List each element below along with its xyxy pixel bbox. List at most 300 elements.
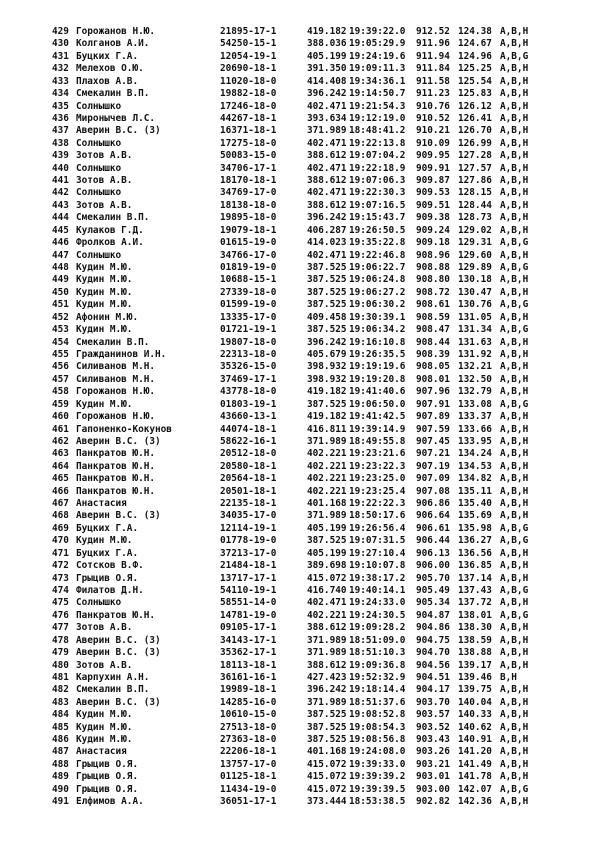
arrival-time-cell: 19:41:42.5 [349, 411, 406, 423]
speed-cell: 911.96 [416, 38, 450, 50]
row-number-cell: 433 [52, 75, 69, 87]
flags-cell: A,B,H [500, 709, 529, 721]
row-number-cell: 465 [52, 473, 69, 485]
arrival-time-cell: 19:24:08.0 [349, 746, 406, 758]
ring-number-cell: 37213-17-0 [220, 547, 277, 559]
arrival-time-cell: 19:21:54.3 [349, 100, 406, 112]
owner-name-cell: Солнышко [76, 137, 122, 149]
row-number-cell: 475 [52, 597, 69, 609]
ring-number-cell: 58551-14-0 [220, 597, 277, 609]
arrival-time-cell: 19:39:33.0 [349, 758, 406, 770]
ring-number-cell: 18113-18-1 [220, 659, 277, 671]
owner-name-cell: Елфимов А.А. [76, 796, 144, 808]
ring-number-cell: 19895-18-0 [220, 212, 277, 224]
row-number-cell: 451 [52, 299, 69, 311]
coefficient-cell: 140.62 [458, 721, 492, 733]
results-table-body [52, 26, 540, 809]
flags-cell: A,B,H [500, 547, 529, 559]
table-row [52, 734, 540, 746]
owner-name-cell: Грыцив О.Я. [76, 758, 139, 770]
speed-cell: 908.80 [416, 274, 450, 286]
ring-number-cell: 58622-16-1 [220, 435, 277, 447]
arrival-time-cell: 19:24:30.5 [349, 609, 406, 621]
speed-cell: 906.00 [416, 560, 450, 572]
table-row [52, 287, 540, 299]
row-number-cell: 477 [52, 622, 69, 634]
arrival-time-cell: 19:18:14.4 [349, 684, 406, 696]
coefficient-cell: 136.56 [458, 547, 492, 559]
flags-cell: A,B,H [500, 435, 529, 447]
speed-cell: 906.64 [416, 510, 450, 522]
coefficient-cell: 125.83 [458, 88, 492, 100]
distance-cell: 427.423 [307, 671, 347, 683]
speed-cell: 907.45 [416, 435, 450, 447]
coefficient-cell: 134.53 [458, 460, 492, 472]
coefficient-cell: 132.79 [458, 386, 492, 398]
owner-name-cell: Афонин М.Ю. [76, 311, 139, 323]
ring-number-cell: 27363-18-0 [220, 734, 277, 746]
coefficient-cell: 125.54 [458, 75, 492, 87]
table-row [52, 498, 540, 510]
arrival-time-cell: 19:39:22.0 [349, 26, 406, 37]
distance-cell: 419.182 [307, 26, 347, 37]
owner-name-cell: Солнышко [76, 187, 122, 199]
row-number-cell: 439 [52, 150, 69, 162]
flags-cell: A,B,H [500, 411, 529, 423]
table-row [52, 386, 540, 398]
speed-cell: 907.08 [416, 485, 450, 497]
speed-cell: 909.24 [416, 224, 450, 236]
ring-number-cell: 01778-19-0 [220, 535, 277, 547]
ring-number-cell: 01125-18-1 [220, 771, 277, 783]
row-number-cell: 456 [52, 361, 69, 373]
owner-name-cell: Грыцив О.Я. [76, 572, 139, 584]
ring-number-cell: 10610-15-0 [220, 709, 277, 721]
distance-cell: 405.199 [307, 50, 347, 62]
arrival-time-cell: 19:22:30.3 [349, 187, 406, 199]
flags-cell: A,B,H [500, 75, 529, 87]
row-number-cell: 445 [52, 224, 69, 236]
arrival-time-cell: 19:10:07.8 [349, 560, 406, 572]
coefficient-cell: 126.12 [458, 100, 492, 112]
flags-cell: A,B,H [500, 224, 529, 236]
arrival-time-cell: 19:24:33.0 [349, 597, 406, 609]
arrival-time-cell: 19:06:24.8 [349, 274, 406, 286]
arrival-time-cell: 19:09:28.2 [349, 622, 406, 634]
ring-number-cell: 01599-19-0 [220, 299, 277, 311]
coefficient-cell: 133.66 [458, 423, 492, 435]
speed-cell: 907.89 [416, 411, 450, 423]
ring-number-cell: 22206-18-1 [220, 746, 277, 758]
flags-cell: A,B,H [500, 473, 529, 485]
table-row [52, 647, 540, 659]
ring-number-cell: 01721-19-1 [220, 324, 277, 336]
table-row [52, 361, 540, 373]
speed-cell: 909.18 [416, 237, 450, 249]
row-number-cell: 446 [52, 237, 69, 249]
flags-cell: A,B,H [500, 212, 529, 224]
flags-cell: A,B,G [500, 299, 529, 311]
arrival-time-cell: 19:08:56.8 [349, 734, 406, 746]
distance-cell: 405.679 [307, 348, 347, 360]
table-row [52, 784, 540, 796]
table-row [52, 200, 540, 212]
coefficient-cell: 132.50 [458, 373, 492, 385]
arrival-time-cell: 19:23:25.0 [349, 473, 406, 485]
arrival-time-cell: 19:41:40.6 [349, 386, 406, 398]
speed-cell: 903.26 [416, 746, 450, 758]
arrival-time-cell: 19:06:30.2 [349, 299, 406, 311]
flags-cell: A,B,H [500, 373, 529, 385]
ring-number-cell: 34769-17-0 [220, 187, 277, 199]
coefficient-cell: 137.14 [458, 572, 492, 584]
arrival-time-cell: 18:49:55.8 [349, 435, 406, 447]
ring-number-cell: 44267-18-1 [220, 112, 277, 124]
owner-name-cell: Фролков А.И. [76, 237, 144, 249]
owner-name-cell: Силиванов М.Н. [76, 361, 156, 373]
flags-cell: A,B,H [500, 684, 529, 696]
owner-name-cell: Солнышко [76, 162, 122, 174]
ring-number-cell: 54110-19-1 [220, 584, 277, 596]
arrival-time-cell: 19:07:16.5 [349, 199, 406, 211]
owner-name-cell: Кудин М.Ю. [76, 324, 133, 336]
arrival-time-cell: 18:51:10.3 [349, 647, 406, 659]
distance-cell: 401.168 [307, 498, 347, 510]
arrival-time-cell: 19:23:21.6 [349, 448, 406, 460]
owner-name-cell: Гражданинов И.Н. [76, 348, 167, 360]
arrival-time-cell: 18:50:17.6 [349, 510, 406, 522]
flags-cell: A,B,H [500, 199, 529, 211]
coefficient-cell: 127.28 [458, 150, 492, 162]
row-number-cell: 436 [52, 112, 69, 124]
table-row [52, 88, 540, 100]
coefficient-cell: 130.76 [458, 299, 492, 311]
distance-cell: 388.612 [307, 175, 347, 187]
table-row [52, 399, 540, 411]
speed-cell: 908.39 [416, 348, 450, 360]
speed-cell: 908.44 [416, 336, 450, 348]
table-row [52, 510, 540, 522]
speed-cell: 911.94 [416, 50, 450, 62]
ring-number-cell: 34766-17-0 [220, 249, 277, 261]
flags-cell: A,B,H [500, 423, 529, 435]
coefficient-cell: 137.72 [458, 597, 492, 609]
distance-cell: 396.242 [307, 212, 347, 224]
owner-name-cell: Панкратов Ю.Н. [76, 485, 156, 497]
flags-cell: A,B,H [500, 721, 529, 733]
arrival-time-cell: 19:07:06.3 [349, 175, 406, 187]
table-row [52, 746, 540, 758]
speed-cell: 908.72 [416, 286, 450, 298]
speed-cell: 904.56 [416, 659, 450, 671]
owner-name-cell: Колганов А.И. [76, 38, 150, 50]
owner-name-cell: Кудин М.Ю. [76, 734, 133, 746]
distance-cell: 402.471 [307, 249, 347, 261]
arrival-time-cell: 19:06:22.7 [349, 262, 406, 274]
flags-cell: A,B,H [500, 758, 529, 770]
ring-number-cell: 22135-18-1 [220, 498, 277, 510]
table-row [52, 535, 540, 547]
speed-cell: 905.34 [416, 597, 450, 609]
distance-cell: 402.221 [307, 473, 347, 485]
table-row [52, 660, 540, 672]
flags-cell: A,B,H [500, 100, 529, 112]
distance-cell: 402.221 [307, 485, 347, 497]
owner-name-cell: Аверин В.С. (З) [76, 510, 161, 522]
speed-cell: 903.70 [416, 696, 450, 708]
distance-cell: 371.989 [307, 696, 347, 708]
table-row [52, 461, 540, 473]
coefficient-cell: 136.85 [458, 560, 492, 572]
row-number-cell: 440 [52, 162, 69, 174]
coefficient-cell: 129.60 [458, 249, 492, 261]
ring-number-cell: 34035-17-0 [220, 510, 277, 522]
flags-cell: A,B,H [500, 249, 529, 261]
table-row [52, 684, 540, 696]
flags-cell: A,B,H [500, 647, 529, 659]
arrival-time-cell: 19:08:54.3 [349, 721, 406, 733]
flags-cell: A,B,G [500, 584, 529, 596]
ring-number-cell: 20580-18-1 [220, 460, 277, 472]
arrival-time-cell: 18:51:09.0 [349, 634, 406, 646]
flags-cell: A,B,H [500, 796, 529, 808]
distance-cell: 371.989 [307, 125, 347, 137]
distance-cell: 414.408 [307, 75, 347, 87]
coefficient-cell: 131.05 [458, 311, 492, 323]
table-row [52, 610, 540, 622]
coefficient-cell: 137.43 [458, 584, 492, 596]
arrival-time-cell: 19:26:56.4 [349, 522, 406, 534]
coefficient-cell: 129.89 [458, 262, 492, 274]
row-number-cell: 479 [52, 647, 69, 659]
owner-name-cell: Кудин М.Ю. [76, 286, 133, 298]
distance-cell: 388.612 [307, 622, 347, 634]
distance-cell: 409.458 [307, 311, 347, 323]
owner-name-cell: Панкратов Ю.Н. [76, 609, 156, 621]
row-number-cell: 466 [52, 485, 69, 497]
flags-cell: A,B,G [500, 324, 529, 336]
arrival-time-cell: 19:22:13.8 [349, 137, 406, 149]
speed-cell: 911.23 [416, 88, 450, 100]
arrival-time-cell: 19:06:34.2 [349, 324, 406, 336]
arrival-time-cell: 19:05:29.9 [349, 38, 406, 50]
coefficient-cell: 130.47 [458, 286, 492, 298]
distance-cell: 387.525 [307, 709, 347, 721]
row-number-cell: 442 [52, 187, 69, 199]
row-number-cell: 449 [52, 274, 69, 286]
arrival-time-cell: 19:19:20.8 [349, 373, 406, 385]
row-number-cell: 462 [52, 435, 69, 447]
flags-cell: A,B,H [500, 746, 529, 758]
distance-cell: 401.168 [307, 746, 347, 758]
ring-number-cell: 18138-18-0 [220, 199, 277, 211]
owner-name-cell: Силиванов М.Н. [76, 373, 156, 385]
coefficient-cell: 134.82 [458, 473, 492, 485]
table-row [52, 436, 540, 448]
row-number-cell: 459 [52, 398, 69, 410]
distance-cell: 396.242 [307, 336, 347, 348]
distance-cell: 371.989 [307, 435, 347, 447]
owner-name-cell: Смекалин В.П. [76, 212, 150, 224]
flags-cell: A,B,H [500, 361, 529, 373]
owner-name-cell: Кулаков Г.Д. [76, 224, 144, 236]
flags-cell: A,B,H [500, 696, 529, 708]
table-row [52, 759, 540, 771]
coefficient-cell: 133.95 [458, 435, 492, 447]
distance-cell: 402.221 [307, 448, 347, 460]
distance-cell: 388.612 [307, 659, 347, 671]
ring-number-cell: 36161-16-1 [220, 671, 277, 683]
owner-name-cell: Карпухин А.Н. [76, 671, 150, 683]
row-number-cell: 454 [52, 336, 69, 348]
distance-cell: 419.182 [307, 386, 347, 398]
arrival-time-cell: 19:19:19.6 [349, 361, 406, 373]
row-number-cell: 481 [52, 671, 69, 683]
speed-cell: 909.91 [416, 162, 450, 174]
owner-name-cell: Буцких Г.А. [76, 522, 139, 534]
coefficient-cell: 125.25 [458, 63, 492, 75]
flags-cell: A,B,H [500, 734, 529, 746]
coefficient-cell: 127.57 [458, 162, 492, 174]
owner-name-cell: Кудин М.Ю. [76, 398, 133, 410]
row-number-cell: 452 [52, 311, 69, 323]
coefficient-cell: 132.21 [458, 361, 492, 373]
owner-name-cell: Кудин М.Ю. [76, 299, 133, 311]
coefficient-cell: 124.67 [458, 38, 492, 50]
ring-number-cell: 27339-18-0 [220, 286, 277, 298]
speed-cell: 908.88 [416, 262, 450, 274]
table-row [52, 573, 540, 585]
row-number-cell: 474 [52, 584, 69, 596]
distance-cell: 405.199 [307, 547, 347, 559]
arrival-time-cell: 19:08:52.8 [349, 709, 406, 721]
speed-cell: 904.51 [416, 671, 450, 683]
distance-cell: 387.525 [307, 286, 347, 298]
distance-cell: 419.182 [307, 411, 347, 423]
arrival-time-cell: 19:22:46.8 [349, 249, 406, 261]
speed-cell: 903.57 [416, 709, 450, 721]
ring-number-cell: 50083-15-0 [220, 150, 277, 162]
arrival-time-cell: 19:27:10.4 [349, 547, 406, 559]
flags-cell: A,B,H [500, 38, 529, 50]
flags-cell: A,B,H [500, 510, 529, 522]
coefficient-cell: 138.01 [458, 609, 492, 621]
speed-cell: 906.44 [416, 535, 450, 547]
distance-cell: 415.072 [307, 783, 347, 795]
speed-cell: 904.86 [416, 622, 450, 634]
flags-cell: A,B,H [500, 26, 529, 37]
table-row [52, 101, 540, 113]
distance-cell: 371.989 [307, 634, 347, 646]
row-number-cell: 472 [52, 560, 69, 572]
row-number-cell: 467 [52, 498, 69, 510]
flags-cell: A,B,H [500, 622, 529, 634]
table-row [52, 312, 540, 324]
ring-number-cell: 13717-17-1 [220, 572, 277, 584]
coefficient-cell: 138.59 [458, 634, 492, 646]
speed-cell: 905.70 [416, 572, 450, 584]
owner-name-cell: Солнышко [76, 249, 122, 261]
arrival-time-cell: 18:53:38.5 [349, 796, 406, 808]
coefficient-cell: 131.63 [458, 336, 492, 348]
owner-name-cell: Анастасия [76, 746, 127, 758]
speed-cell: 908.96 [416, 249, 450, 261]
speed-cell: 906.61 [416, 522, 450, 534]
table-row [52, 274, 540, 286]
speed-cell: 910.09 [416, 137, 450, 149]
speed-cell: 908.01 [416, 373, 450, 385]
flags-cell: A,B,H [500, 112, 529, 124]
owner-name-cell: Солнышко [76, 100, 122, 112]
arrival-time-cell: 19:12:19.0 [349, 112, 406, 124]
arrival-time-cell: 19:26:50.5 [349, 224, 406, 236]
row-number-cell: 484 [52, 709, 69, 721]
distance-cell: 387.525 [307, 299, 347, 311]
table-row [52, 187, 540, 199]
results-table [52, 26, 540, 809]
distance-cell: 402.471 [307, 100, 347, 112]
flags-cell: A,B,H [500, 137, 529, 149]
table-row [52, 163, 540, 175]
ring-number-cell: 12114-19-1 [220, 522, 277, 534]
ring-number-cell: 20501-18-1 [220, 485, 277, 497]
ring-number-cell: 19989-18-1 [220, 684, 277, 696]
table-row [52, 113, 540, 125]
owner-name-cell: Аверин В.С. (З) [76, 696, 161, 708]
coefficient-cell: 142.36 [458, 796, 492, 808]
owner-name-cell: Зотов А.В. [76, 659, 133, 671]
flags-cell: A,B,H [500, 88, 529, 100]
flags-cell: A,B,G [500, 262, 529, 274]
ring-number-cell: 21484-18-1 [220, 560, 277, 572]
table-row [52, 473, 540, 485]
owner-name-cell: Зотов А.В. [76, 199, 133, 211]
owner-name-cell: Грыцив О.Я. [76, 771, 139, 783]
owner-name-cell: Аверин В.С. (З) [76, 125, 161, 137]
ring-number-cell: 12054-19-1 [220, 50, 277, 62]
row-number-cell: 482 [52, 684, 69, 696]
coefficient-cell: 131.92 [458, 348, 492, 360]
owner-name-cell: Кудин М.Ю. [76, 535, 133, 547]
ring-number-cell: 27513-18-0 [220, 721, 277, 733]
coefficient-cell: 128.44 [458, 199, 492, 211]
owner-name-cell: Панкратов Ю.Н. [76, 473, 156, 485]
table-row [52, 771, 540, 783]
distance-cell: 387.525 [307, 274, 347, 286]
owner-name-cell: Зотов А.В. [76, 150, 133, 162]
distance-cell: 388.036 [307, 38, 347, 50]
coefficient-cell: 124.96 [458, 50, 492, 62]
flags-cell: A,B,H [500, 162, 529, 174]
speed-cell: 908.61 [416, 299, 450, 311]
arrival-time-cell: 19:06:27.2 [349, 286, 406, 298]
table-row [52, 225, 540, 237]
row-number-cell: 487 [52, 746, 69, 758]
coefficient-cell: 129.31 [458, 237, 492, 249]
flags-cell: A,B,H [500, 175, 529, 187]
flags-cell: A,B,H [500, 286, 529, 298]
flags-cell: A,B,H [500, 560, 529, 572]
ring-number-cell: 13335-17-0 [220, 311, 277, 323]
flags-cell: A,B,H [500, 150, 529, 162]
speed-cell: 909.51 [416, 199, 450, 211]
owner-name-cell: Горожанов Н.Ю. [76, 26, 156, 37]
distance-cell: 391.350 [307, 63, 347, 75]
distance-cell: 388.612 [307, 150, 347, 162]
table-row [52, 523, 540, 535]
row-number-cell: 483 [52, 696, 69, 708]
speed-cell: 912.52 [416, 26, 450, 37]
